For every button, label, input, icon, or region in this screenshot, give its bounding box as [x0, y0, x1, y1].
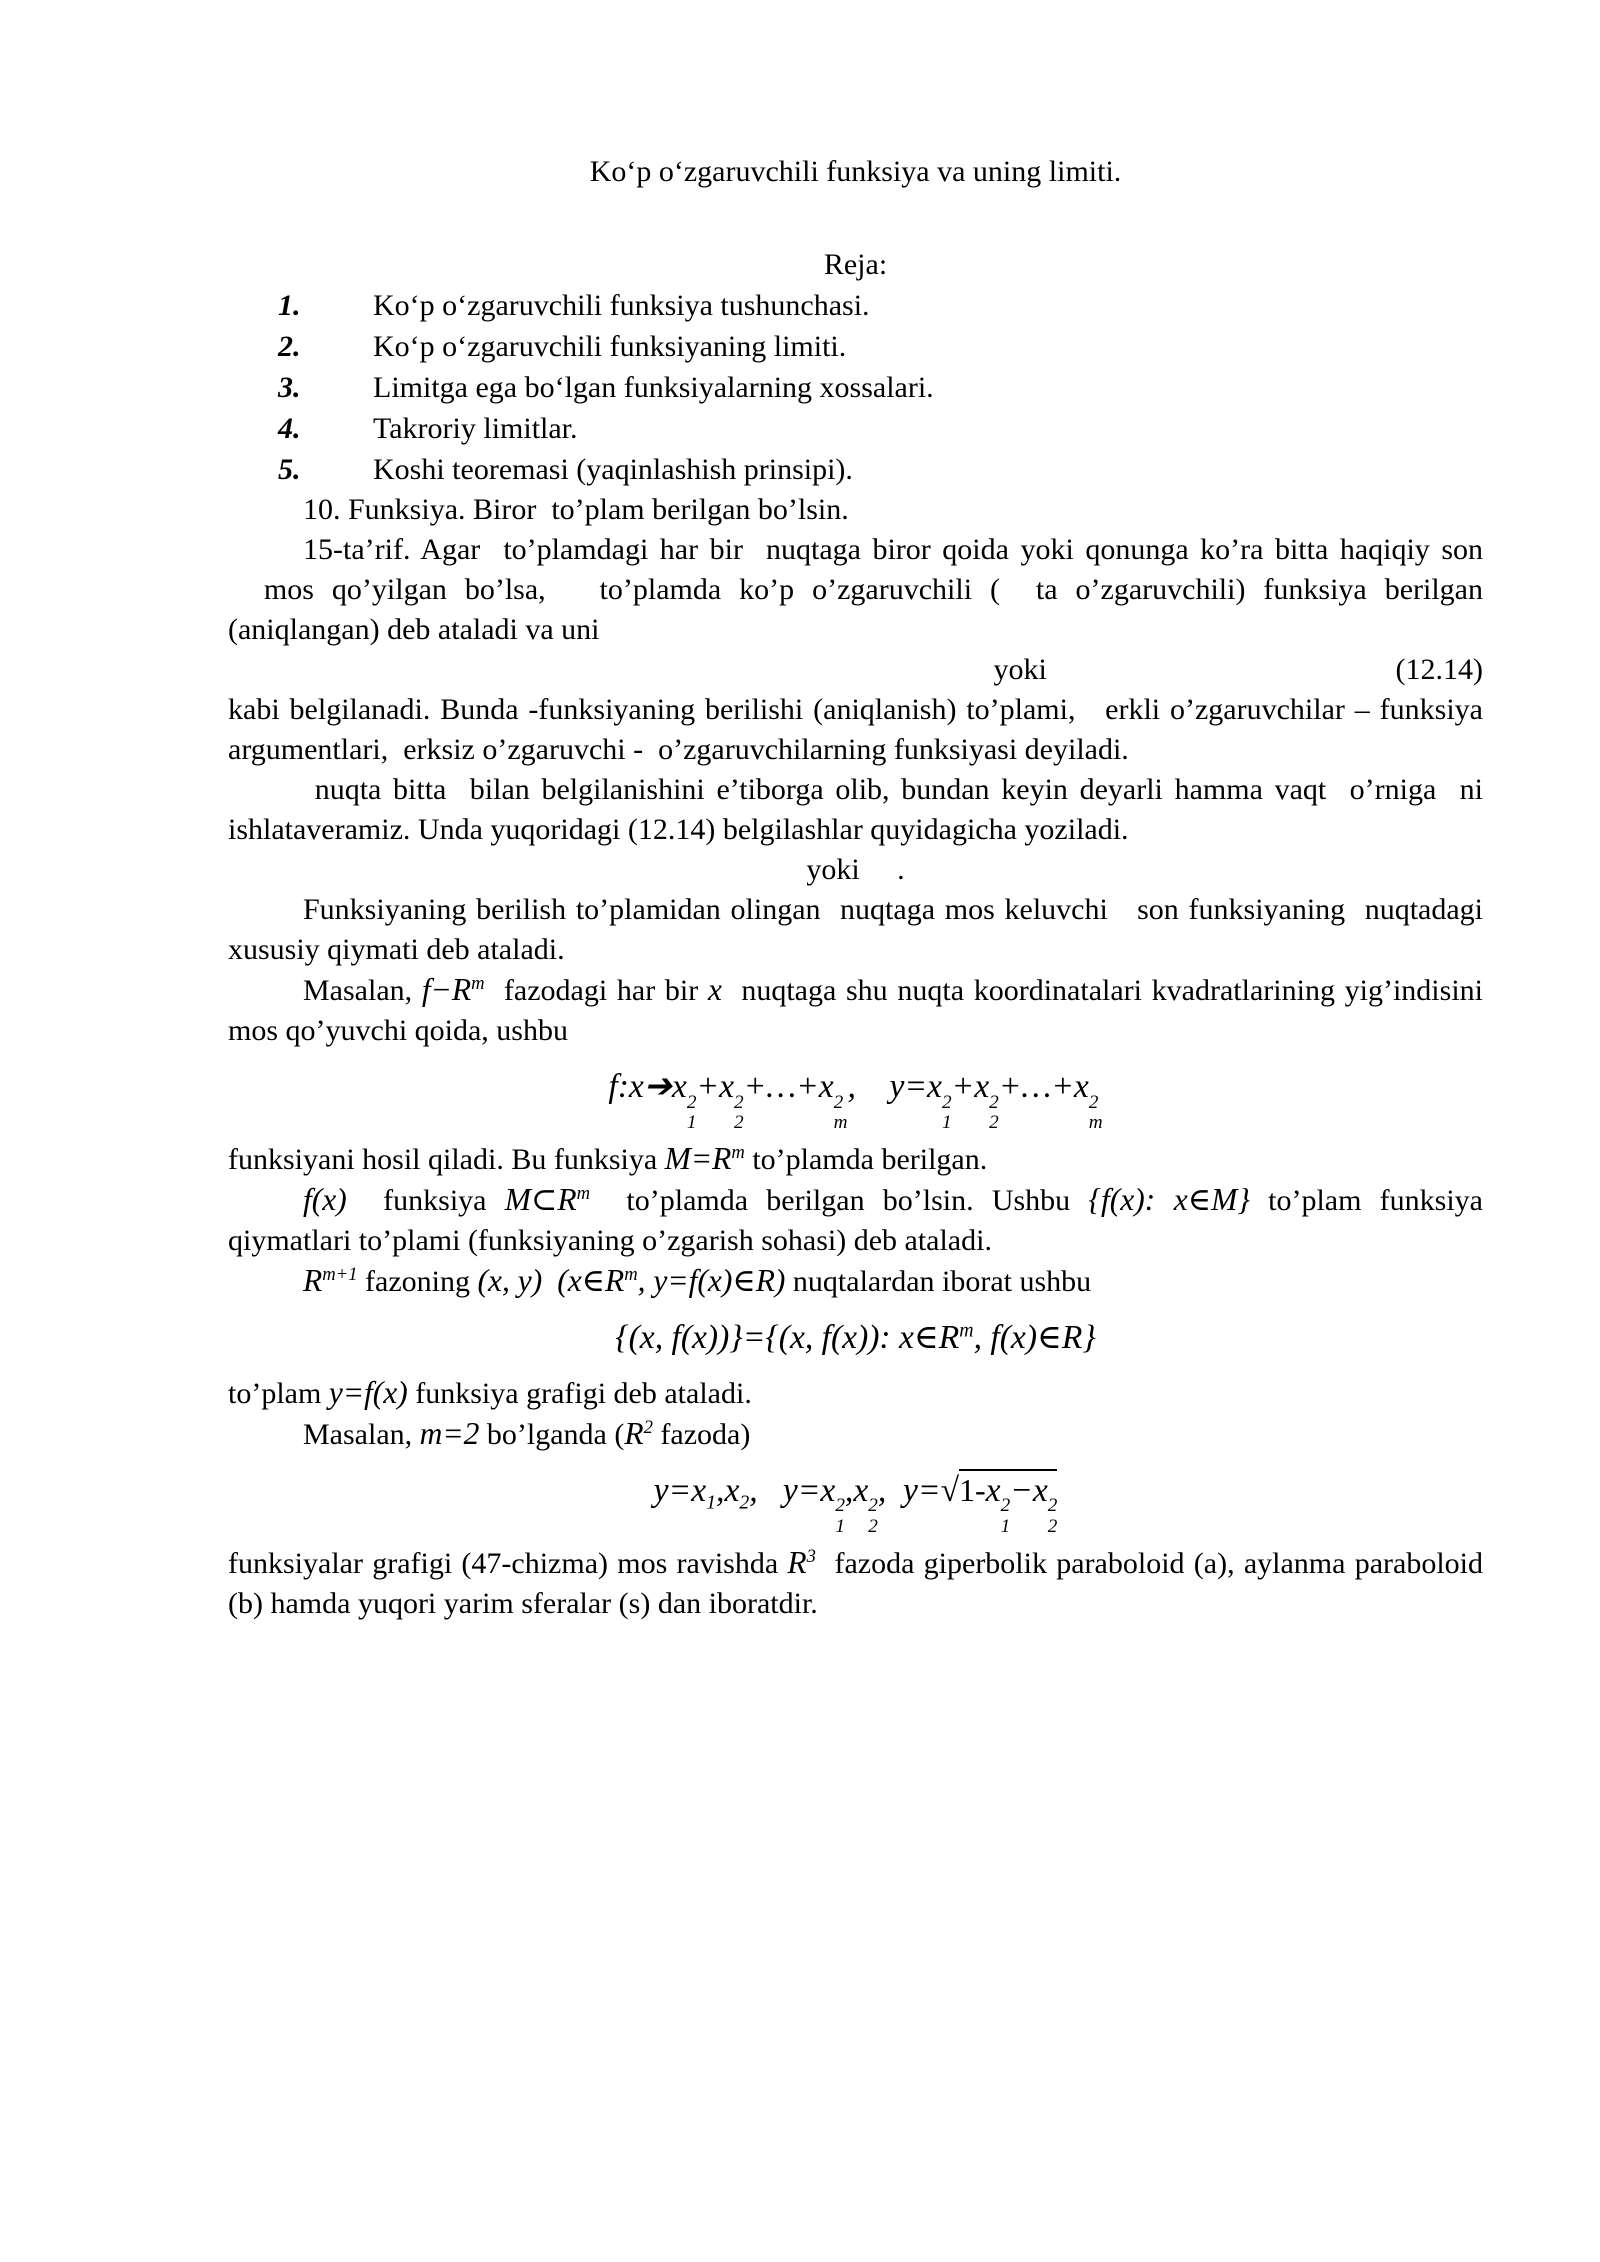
yoki-word: yoki: [993, 653, 1047, 686]
paragraph-fx-funksiya: f(x) funksiya $M\subset R^m$ to’plamda berilgan bo’lsin. Ushbu {f(x): x∈M} to’plam funksiya qiymatlari to’plami (funksiyaning o’zgarish sohasi) deb ataladi.: [228, 1181, 1483, 1257]
document-title: Koʻp oʻzgaruvchili funksiya va uning limiti.: [589, 155, 1122, 188]
formula-graph-set: {(x, f(x))}={(x, f(x)): $x\in R^m$, f(x)∈R}: [615, 1318, 1096, 1356]
yoki-center-line: yoki .: [806, 853, 905, 886]
plan-item-text: Takroriy limitlar.: [373, 412, 578, 445]
formula-sum-of-squares: f:x➔x 2 1 +x 2 2 +…+x 2 m , y=x 2 1 +x 2 2 +…+x 2 m: [608, 1068, 1103, 1133]
plan-item: [228, 408, 1483, 449]
paragraph-nuqta-bitta: nuqta bitta bilan belgilanishini e’tiborga olib, bundan keyin deyarli hamma vaqt o’rniga ni ishlataveramiz. Unda yuqoridagi (12.14) belgilashlar quyidagicha yoziladi.: [228, 773, 1483, 846]
formula-surface-examples: $y=x_1,x_2$, y=x 2 1 ,x 2 2 , y=√1-x 2 1 −x 2 2: [228, 1461, 1483, 1537]
plan-item: [228, 449, 1483, 490]
plan-item-number: 3.: [278, 371, 301, 404]
equation-number: (12.14): [1395, 653, 1483, 686]
paragraph-toplam-grafigi: to’plam y=f(x) funksiya grafigi deb ataladi.: [228, 1374, 752, 1410]
paragraph-rm1-fazoning: $R^{m+1}$ fazoning (x, y) ($x\in R^m$, y=f(x)∈R) nuqtalardan iborat ushbu: [303, 1262, 1092, 1298]
plan-item-number: 1.: [278, 289, 301, 322]
paragraph-funksiyani-hosil: funksiyani hosil qiladi. Bu funksiya $M=R^m$ to’plamda berilgan.: [228, 1140, 988, 1176]
plan-item-number: 2.: [278, 330, 301, 363]
plan-item-text: Koʻp oʻzgaruvchili funksiyaning limiti.: [373, 330, 847, 363]
plan-heading: Reja:: [823, 248, 888, 281]
plan-item-text: Koshi teoremasi (yaqinlashish prinsipi).: [373, 453, 853, 486]
plan-item-number: 4.: [278, 412, 301, 445]
paragraph-funksiyaning-berilish: Funksiyaning berilish to’plamidan olingan nuqtaga mos keluvchi son funksiyaning nuqtadagi xususiy qiymati deb ataladi.: [228, 893, 1483, 966]
plan-item-number: 5.: [278, 453, 301, 486]
paragraph-funksiya-intro: 10. Funksiya. Biror to’plam berilgan bo’lsin.: [303, 493, 849, 526]
paragraph-masalan-m2: Masalan, m=2 bo’lganda ($R^2$ fazoda): [303, 1415, 751, 1451]
paragraph-kabi-belgilanadi: kabi belgilanadi. Bunda -funksiyaning berilishi (aniqlanish) to’plami, erkli o’zgaruvchilar – funksiya argumentlari, erksiz o’zgaruvchi - o’zgaruvchilarning funksiyasi deyiladi.: [228, 693, 1483, 766]
paragraph-funksiyalar-grafigi: funksiyalar grafigi (47-chizma) mos ravishda $R^3$ fazoda giperbolik paraboloid (a), aylanma paraboloid (b) hamda yuqori yarim sferalar (s) dan iboratdir.: [228, 1544, 1483, 1620]
plan-item-text: Koʻp oʻzgaruvchili funksiya tushunchasi.: [373, 289, 870, 322]
paragraph-tarif-15: 15-ta’rif. Agar to’plamdagi har bir nuqtaga biror qoida yoki qonunga ko’ra bitta haqiqiy son mos qo’yilgan bo’lsa, to’plamda ko’p o’zgaruvchili ( ta o’zgaruvchili) funksiya berilgan (aniqlangan) deb ataladi va uni: [228, 533, 1483, 646]
equation-reference-line: [228, 650, 1483, 690]
paragraph-masalan-fazodagi: Masalan, $f-R^m$ fazodagi har bir x nuqtaga shu nuqta koordinatalari kvadratlarining yig’indisini mos qo’yuvchi qoida, ushbu: [228, 972, 1483, 1047]
plan-item-text: Limitga ega boʻlgan funksiyalarning xossalari.: [373, 371, 934, 404]
plan-item: [228, 285, 1483, 326]
plan-item: [228, 326, 1483, 367]
plan-list: [228, 285, 1483, 490]
plan-item: [228, 367, 1483, 408]
